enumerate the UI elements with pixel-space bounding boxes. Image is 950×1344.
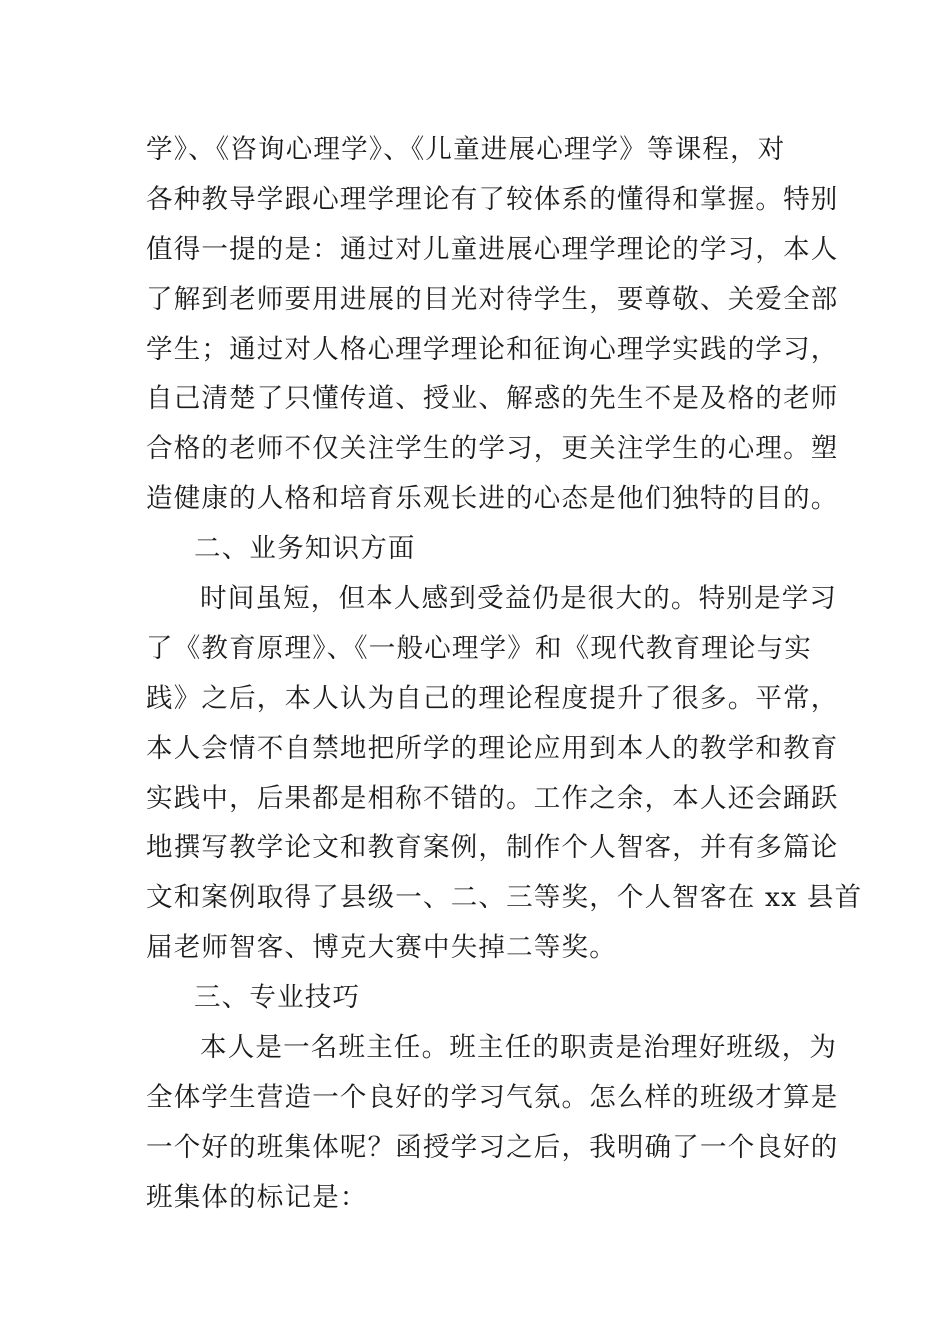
text-line: 实践中，后果都是相称不错的。工作之余，本人还会踊跃 bbox=[146, 782, 839, 814]
text-line: 地撰写教学论文和教育案例，制作个人智客，并有多篇论 bbox=[146, 832, 839, 864]
text-line: 本人是一名班主任。班主任的职责是治理好班级，为 bbox=[200, 1032, 838, 1064]
text-line: 合格的老师不仅关注学生的学习，更关注学生的心理。塑 bbox=[146, 433, 839, 465]
text-line: 自己清楚了只懂传道、授业、解惑的先生不是及格的老师 bbox=[146, 383, 839, 415]
text-line: 时间虽短，但本人感到受益仍是很大的。特别是学习 bbox=[200, 583, 838, 615]
text-line: 学》、《咨询心理学》、《儿童进展心理学》等课程，对 bbox=[146, 134, 786, 165]
section-heading-business-knowledge: 二、业务知识方面 bbox=[194, 533, 416, 565]
text-line: 践》之后，本人认为自己的理论程度提升了很多。平常， bbox=[146, 682, 839, 714]
document-body bbox=[146, 125, 863, 1223]
text-line: 了解到老师要用进展的目光对待学生，要尊敬、关爱全部 bbox=[146, 283, 839, 315]
text-line: 值得一提的是：通过对儿童进展心理学理论的学习，本人 bbox=[146, 233, 839, 265]
text-line: 文和案例取得了县级一、二、三等奖，个人智客在 xx 县首 bbox=[146, 882, 863, 914]
text-line: 届老师智客、博克大赛中失掉二等奖。 bbox=[146, 932, 617, 964]
section-heading-professional-skills: 三、专业技巧 bbox=[194, 982, 361, 1014]
text-line: 一个好的班集体呢？函授学习之后，我明确了一个良好的 bbox=[146, 1131, 839, 1163]
text-line: 各种教导学跟心理学理论有了较体系的懂得和掌握。特别 bbox=[146, 183, 839, 215]
text-line: 造健康的人格和培育乐观长进的心态是他们独特的目的。 bbox=[146, 483, 839, 515]
text-line: 了《教育原理》、《一般心理学》和《现代教育理论与实 bbox=[146, 632, 812, 664]
text-line: 全体学生营造一个良好的学习气氛。怎么样的班级才算是 bbox=[146, 1081, 839, 1113]
text-line: 班集体的标记是： bbox=[146, 1181, 368, 1213]
text-line: 本人会情不自禁地把所学的理论应用到本人的教学和教育 bbox=[146, 732, 839, 764]
text-line: 学生；通过对人格心理学理论和征询心理学实践的学习， bbox=[146, 333, 839, 365]
